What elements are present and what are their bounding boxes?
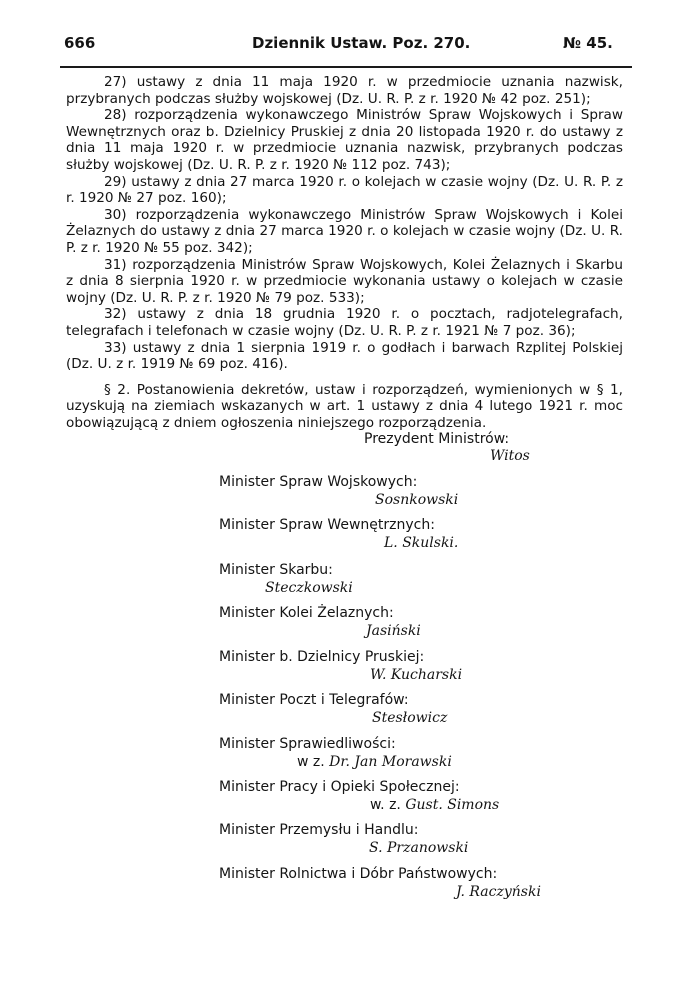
minister-title: Minister Skarbu:: [219, 562, 333, 578]
deputy-prefix: w. z.: [370, 797, 401, 813]
list-item: 33) ustawy z dnia 1 sierpnia 1919 r. o godłach i barwach Rzplitej Polskiej (Dz. U. z r. 1919 № 69 poz. 416).: [66, 339, 623, 373]
minister-signature: S. Przanowski: [369, 840, 469, 856]
page-number: 666: [64, 34, 96, 52]
minister-signature: Jasiński: [366, 623, 421, 639]
minister-title: Minister Przemysłu i Handlu:: [219, 822, 419, 838]
list-item: 30) rozporządzenia wykonawczego Ministrów Spraw Wojskowych i Kolei Żelaznych do ustawy z dnia 27 marca 1920 r. o kolejach w czasie wojny (Dz. U. R. P. z r. 1920 № 55 poz. 342);: [66, 206, 623, 256]
minister-title: Minister Sprawiedliwości:: [219, 736, 396, 752]
journal-title: Dziennik Ustaw. Poz. 270.: [252, 34, 471, 52]
section-2-paragraph: § 2. Postanowienia dekretów, ustaw i rozporządzeń, wymienionych w § 1, uzyskują na ziemiach wskazanych w art. 1 ustawy z dnia 4 lutego 1921 r. moc obowiązującą z dniem ogłoszenia niniejszego rozporządzenia.: [66, 381, 623, 431]
minister-signature-row: [297, 754, 452, 770]
issue-number: № 45.: [563, 34, 613, 52]
body-text: [66, 74, 623, 431]
minister-signature: J. Raczyński: [456, 884, 541, 900]
minister-signature: L. Skulski.: [384, 535, 459, 551]
minister-title: Minister Spraw Wojskowych:: [219, 474, 418, 490]
minister-signature: Gust. Simons: [405, 797, 500, 813]
minister-title: Minister b. Dzielnicy Pruskiej:: [219, 649, 425, 665]
minister-title: Minister Pracy i Opieki Społecznej:: [219, 779, 460, 795]
minister-title: Minister Poczt i Telegrafów:: [219, 692, 409, 708]
president-signature: Witos: [490, 448, 530, 464]
list-item: 29) ustawy z dnia 27 marca 1920 r. o kolejach w czasie wojny (Dz. U. R. P. z r. 1920 № 27 poz. 160);: [66, 173, 623, 207]
header-rule: [60, 66, 632, 68]
minister-signature: Sosnkowski: [375, 492, 459, 508]
minister-title: Minister Kolei Żelaznych:: [219, 605, 394, 621]
minister-signature: Dr. Jan Morawski: [329, 754, 452, 770]
deputy-prefix: w z.: [297, 754, 325, 770]
minister-signature: W. Kucharski: [370, 667, 463, 683]
list-item: 27) ustawy z dnia 11 maja 1920 r. w przedmiocie uznania nazwisk, przybranych podczas służby wojskowej (Dz. U. R. P. z r. 1920 № 42 poz. 251);: [66, 74, 623, 107]
minister-signature: Steczkowski: [265, 580, 353, 596]
list-item: 31) rozporządzenia Ministrów Spraw Wojskowych, Kolei Żelaznych i Skarbu z dnia 8 sierpnia 1920 r. w przedmiocie wykonania ustawy o kolejach w czasie wojny (Dz. U. R. P. z r. 1920 № 79 poz. 533);: [66, 256, 623, 306]
president-title: Prezydent Ministrów:: [364, 431, 510, 447]
minister-signature-row: [370, 797, 499, 813]
list-item: 32) ustawy z dnia 18 grudnia 1920 r. o pocztach, radjotelegrafach, telegrafach i telefonach w czasie wojny (Dz. U. R. P. z r. 1921 № 7 poz. 36);: [66, 306, 623, 339]
minister-title: Minister Spraw Wewnętrznych:: [219, 517, 435, 533]
list-item: 28) rozporządzenia wykonawczego Ministrów Spraw Wojskowych i Spraw Wewnętrznych oraz b. Dzielnicy Pruskiej z dnia 20 listopada 1920 r. do ustawy z dnia 11 maja 1920 r. w przedmiocie uznania nazwisk, przybranych podczas służby wojskowej (Dz. U. R. P. z r. 1920 № 112 poz. 743);: [66, 107, 623, 173]
minister-signature: Stesłowicz: [372, 710, 448, 726]
minister-title: Minister Rolnictwa i Dóbr Państwowych:: [219, 866, 498, 882]
